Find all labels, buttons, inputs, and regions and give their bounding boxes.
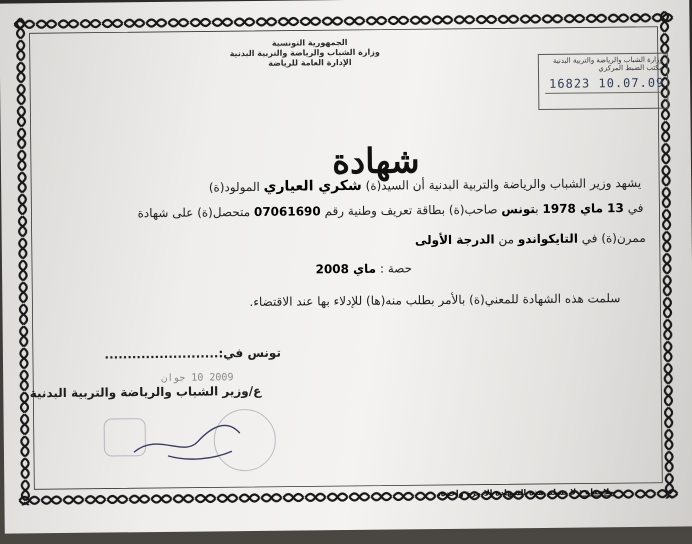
stamp-number: 16823 10.07.09 (549, 75, 665, 91)
header-country: الجمهورية التونسية (271, 37, 348, 48)
line1-suffix: المولود(ة) (208, 179, 260, 195)
body-line-3 (415, 231, 646, 247)
session-label: حصة : (379, 261, 413, 276)
session-value: ماي 2008 (315, 261, 377, 277)
body-line-4 (315, 261, 412, 276)
certificate-content (29, 35, 665, 499)
degree: الدرجة الأولى (414, 232, 495, 248)
line2-end: متحصل(ة) على شهادة (137, 205, 251, 221)
footer-note (438, 487, 615, 498)
note-text: لا تسلم هذه الشهادة إلا مرة واحدة. (437, 487, 577, 499)
birth-date: 13 ماي 1978 (542, 201, 624, 216)
line2-in: في (627, 200, 644, 216)
registry-stamp (538, 53, 669, 110)
body-line-2 (137, 201, 643, 220)
line3-prefix: ممرن(ة) في (581, 230, 646, 246)
line2-middle: صاحب(ة) بطاقة تعريف وطنية رقم (324, 202, 498, 219)
line1-prefix: يشهد وزير الشباب والرياضة والتربية البدنية أن السيد(ة) (365, 175, 642, 193)
date-stamp: 2009 10 جوان (161, 372, 234, 384)
ministry-header (229, 37, 380, 69)
body-line-5: سلمت هذه الشهادة للمعني(ة) بالأمر بطلب منه(ها) للإدلاء بها عند الاقتضاء. (249, 291, 621, 310)
note-label: ملاحظة : (578, 487, 615, 497)
id-number: 07061690 (253, 204, 321, 219)
stamp-ministry: وزارة الشباب والرياضة والتربية البدنية (552, 55, 663, 65)
signatory-title: ع/وزير الشباب والرياضة والتربية البدنية (29, 383, 262, 401)
certificate-title: شهادة (331, 141, 420, 183)
signature-scribble (128, 411, 249, 466)
header-directorate: الإدارة العامة للرياضة (268, 57, 352, 68)
header-ministry: وزارة الشباب والرياضة والتربية البدنية (229, 47, 380, 59)
line3-mid: من (498, 232, 515, 247)
holder-name: شكري العياري (263, 177, 362, 195)
sport-name: التايكواندو (517, 231, 578, 247)
body-line-1 (209, 175, 642, 196)
stamp-office: مكتب الضبط المركزي (598, 63, 663, 73)
place-date-line: تونس في:......................... (104, 345, 281, 362)
birth-place-prep: ب (535, 201, 539, 217)
stamp-divider (545, 92, 661, 94)
birth-place: تونس (501, 202, 536, 217)
